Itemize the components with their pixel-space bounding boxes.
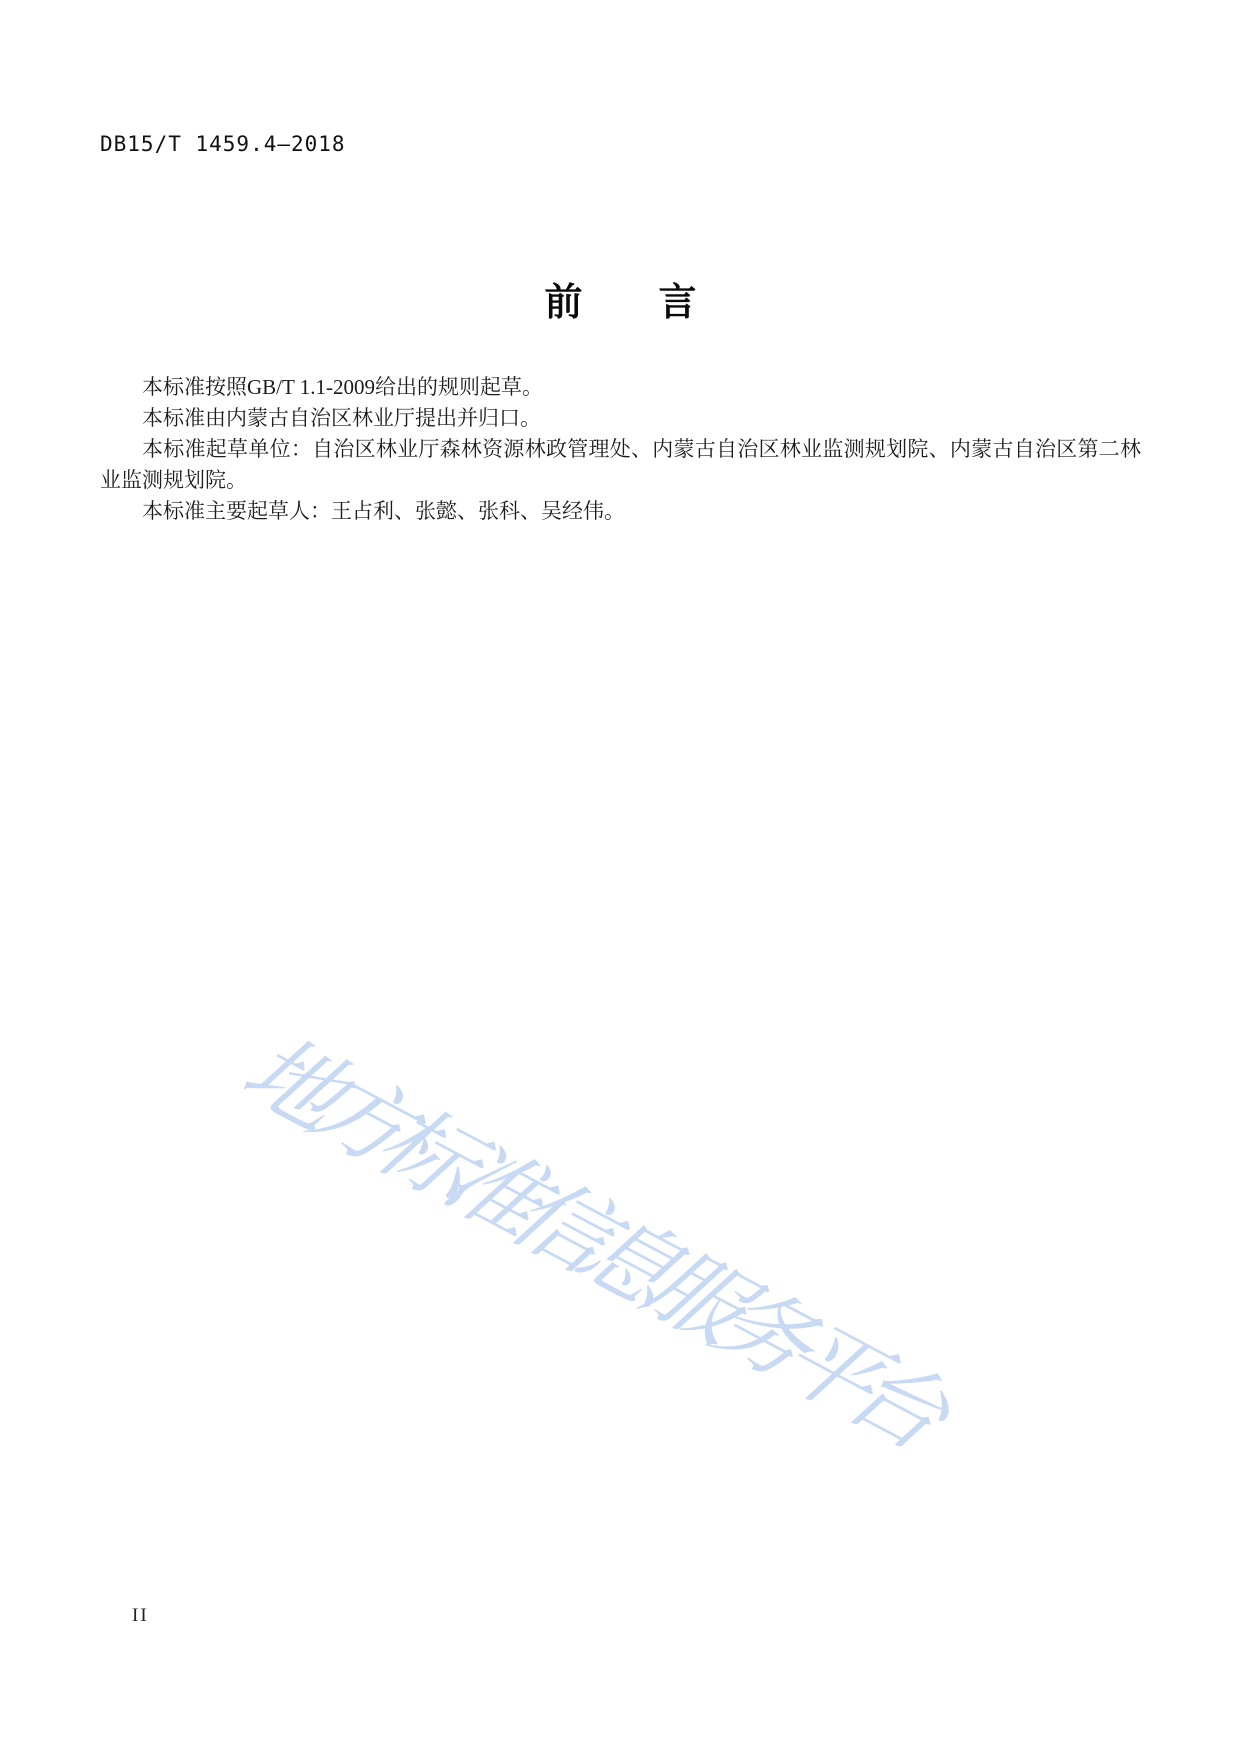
diagonal-watermark: 地方标准信息服务平台 bbox=[224, 1019, 954, 1462]
paragraph-proposing-body: 本标准由内蒙古自治区林业厅提出并归口。 bbox=[142, 406, 541, 430]
paragraph-drafting-rules: 本标准按照GB/T 1.1-2009给出的规则起草。 bbox=[142, 375, 543, 399]
page-number: II bbox=[132, 1605, 149, 1626]
paragraph-main-drafters: 本标准主要起草人：王占利、张懿、张科、吴经伟。 bbox=[142, 499, 625, 523]
foreword-title: 前 言 bbox=[544, 282, 697, 325]
standard-code-header: DB15/T 1459.4—2018 bbox=[100, 132, 346, 156]
foreword-body bbox=[100, 372, 1141, 527]
paragraph-drafting-organizations: 本标准起草单位：自治区林业厅森林资源林政管理处、内蒙古自治区林业监测规划院、内蒙古自治区第二林业监测规划院。 bbox=[100, 437, 1141, 492]
